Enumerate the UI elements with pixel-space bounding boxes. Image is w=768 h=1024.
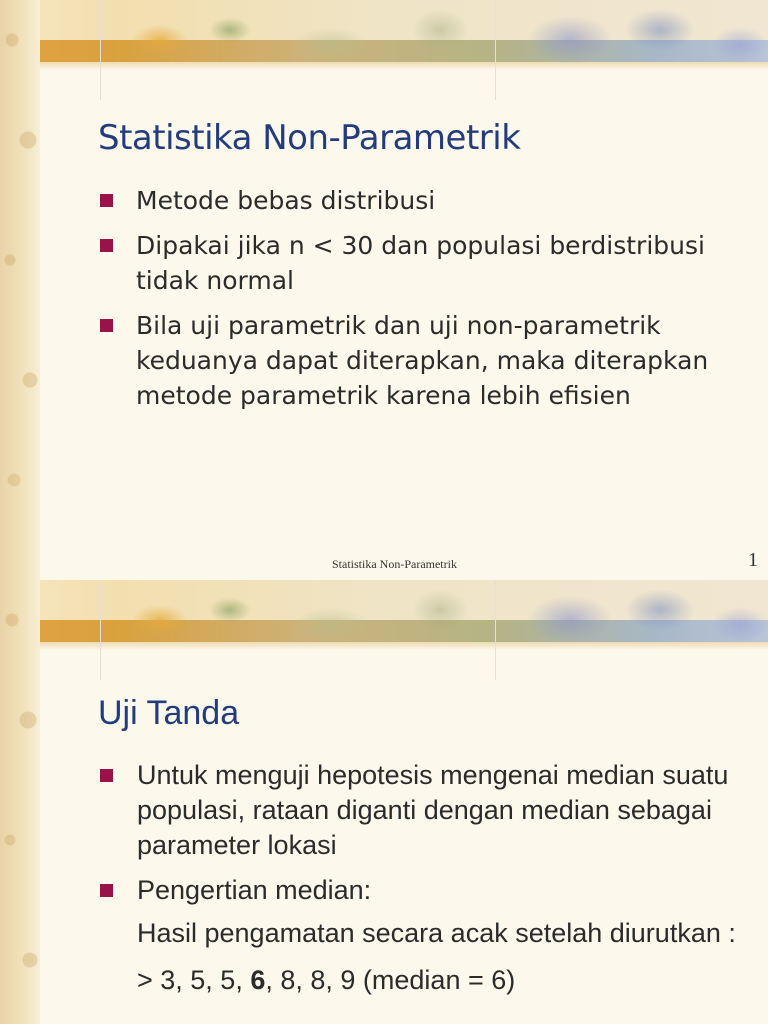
parchment-border [0,0,40,580]
list-item: Pengertian median: Hasil pengamatan secara acak setelah diurutkan : > 3, 5, 5, 6, 8, 8, 9 (median = 6) [100,873,760,998]
list-item: Dipakai jika n < 30 dan populasi berdistribusi tidak normal [100,228,760,298]
list-item: Bila uji parametrik dan uji non-parametrik keduanya dapat diterapkan, maka diterapkan metode parametrik karena lebih efisien [100,308,760,413]
bullet-list [100,758,760,1008]
slide-title: Statistika Non-Parametrik [98,118,521,158]
decorative-banner [0,0,768,100]
list-item: Untuk menguji hepotesis mengenai median suatu populasi, rataan diganti dengan median sebagai parameter lokasi [100,758,760,863]
flower-pattern-image [100,0,768,100]
parchment-border [0,580,40,1024]
decorative-banner [0,580,768,680]
square-bullet-icon [100,194,113,207]
slide-title: Uji Tanda [98,694,240,732]
slide-number: 1 [748,549,758,571]
square-bullet-icon [100,884,113,897]
sub-text: Hasil pengamatan secara acak setelah diurutkan : [137,918,736,948]
median-example: > 3, 5, 5, 6, 8, 8, 9 (median = 6) [137,965,516,995]
list-item: Metode bebas distribusi [100,183,760,218]
square-bullet-icon [100,319,113,332]
slide-2 [0,580,768,1024]
bullet-list [100,183,760,423]
square-bullet-icon [100,239,113,252]
slide-footer: Statistika Non-Parametrik [332,557,457,571]
flower-pattern-image [100,580,768,680]
square-bullet-icon [100,769,113,782]
